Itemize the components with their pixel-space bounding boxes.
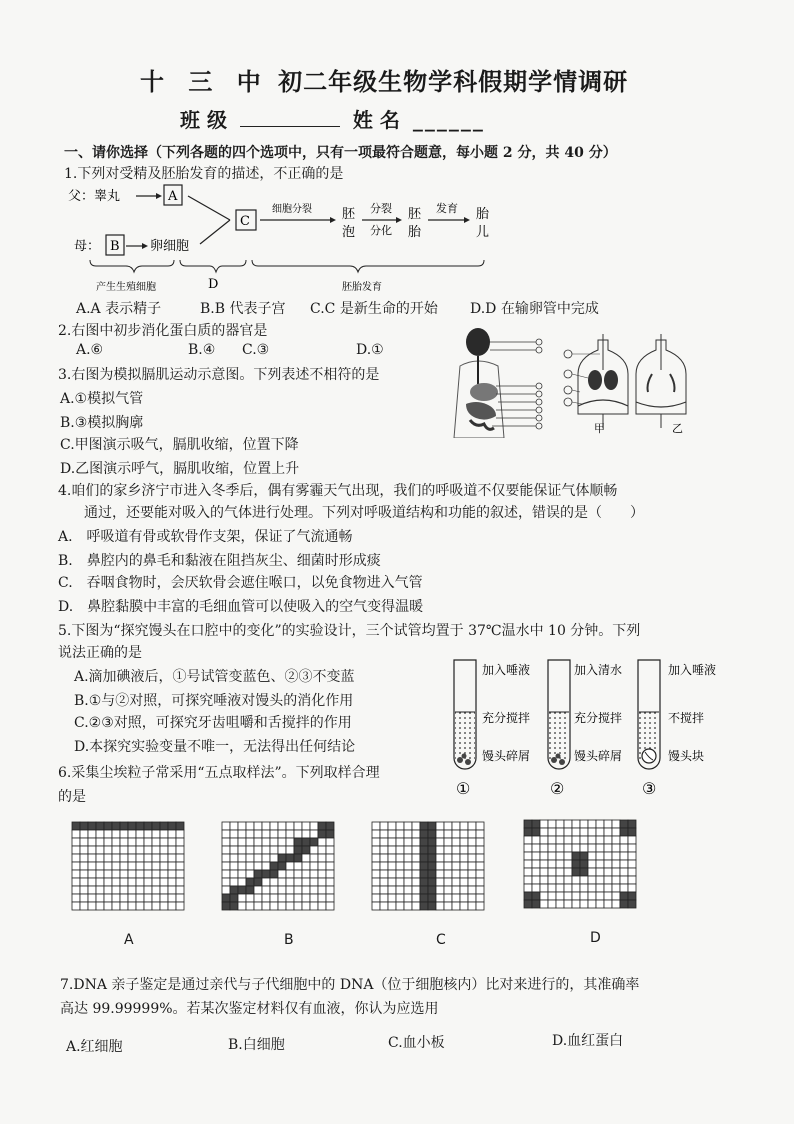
q6-stem-line1: 6.采集尘埃粒子常采用“五点取样法”。下列取样合理 — [58, 765, 380, 781]
svg-text:A: A — [168, 189, 178, 204]
svg-text:③: ③ — [642, 779, 657, 798]
q1-label-germ: 产生生殖细胞 — [96, 282, 156, 293]
svg-text:分裂: 分裂 — [370, 202, 392, 215]
svg-text:胎: 胎 — [476, 207, 490, 222]
q3-option-b[interactable]: B.③模拟胸廓 — [60, 415, 144, 431]
svg-text:充分搅拌: 充分搅拌 — [574, 711, 623, 725]
q5-stem-line1: 5.下图为“探究馒头在口腔中的变化”的实验设计，三个试管均置于 37℃温水中 10 分钟。下列 — [58, 623, 641, 639]
q1-option-d[interactable]: D.D 在输卵管中完成 — [470, 301, 599, 317]
svg-text:C: C — [240, 214, 250, 229]
q3-option-c[interactable]: C.甲图演示吸气，膈肌收缩，位置下降 — [60, 437, 299, 453]
q2-option-a[interactable]: A.⑥ — [76, 342, 104, 358]
title-school: 十 三 中 — [140, 67, 269, 96]
grid-caption-a: A — [124, 932, 134, 948]
q4-stem-line1: 4.咱们的家乡济宁市进入冬季后，偶有雾霾天气出现，我们的呼吸道不仅要能保证气体顺畅 — [58, 483, 618, 499]
section-heading: 一、请你选择（下列各题的四个选项中，只有一项最符合题意，每小题 2 分，共 40 分） — [64, 145, 617, 161]
q7-option-d[interactable]: D.血红蛋白 — [552, 1033, 624, 1049]
page-title — [140, 62, 628, 97]
sampling-grid-a — [70, 820, 186, 912]
q3-option-d[interactable]: D.乙图演示呼气，膈肌收缩，位置上升 — [60, 461, 300, 477]
svg-text:泡: 泡 — [342, 225, 356, 240]
q1-stem: 1.下列对受精及胚胎发育的描述，不正确的是 — [64, 166, 344, 182]
class-label: 班 级 — [180, 108, 227, 132]
q4-option-b[interactable]: B. 鼻腔内的鼻毛和黏液在阻挡灰尘、细菌时形成痰 — [58, 553, 381, 569]
q2-option-d[interactable]: D.① — [356, 342, 384, 358]
test-tubes-figure — [448, 656, 738, 800]
svg-text:胚: 胚 — [342, 207, 356, 222]
svg-text:加入清水: 加入清水 — [574, 663, 623, 677]
name-label: 姓 名 — [352, 108, 400, 132]
q5-stem-line2: 说法正确的是 — [58, 645, 142, 661]
q1-option-b[interactable]: B.B 代表子宫 — [200, 301, 286, 317]
svg-text:分化: 分化 — [370, 224, 392, 237]
svg-text:馒头碎屑: 馒头碎屑 — [482, 749, 531, 763]
q4-option-a[interactable]: A. 呼吸道有骨或软骨作支架，保证了气流通畅 — [58, 529, 353, 545]
q1-option-c[interactable]: C.C 是新生命的开始 — [310, 301, 438, 317]
svg-text:加入唾液: 加入唾液 — [482, 663, 531, 677]
svg-text:儿: 儿 — [476, 225, 490, 240]
grid-caption-c: C — [436, 932, 446, 948]
class-blank[interactable] — [240, 108, 340, 127]
grid-caption-b: B — [284, 932, 294, 948]
svg-text:馒头块: 馒头块 — [668, 749, 705, 763]
q4-stem-line2: 通过，还要能对吸入的气体进行处理。下列对呼吸道结构和功能的叙述，错误的是（ ） — [84, 505, 644, 521]
q4-option-c[interactable]: C. 吞咽食物时，会厌软骨会遮住喉口，以免食物进入气管 — [58, 575, 423, 591]
svg-text:充分搅拌: 充分搅拌 — [482, 711, 531, 725]
svg-text:②: ② — [550, 779, 565, 798]
q5-option-a[interactable]: A.滴加碘液后，①号试管变蓝色、②③不变蓝 — [74, 669, 355, 685]
q2-option-b[interactable]: B.④ — [188, 342, 216, 358]
q6-stem-line2: 的是 — [58, 789, 86, 805]
q1-ovum: 卵细胞 — [150, 239, 190, 254]
title-subject: 初二年级生物学科假期学情调研 — [278, 67, 629, 96]
class-name-line — [180, 104, 503, 133]
fig-label-yi: 乙 — [672, 422, 683, 434]
sampling-grid-b — [220, 820, 336, 912]
name-blank[interactable]: ______ — [412, 108, 485, 132]
q1-option-a[interactable]: A.A 表示精子 — [76, 301, 162, 317]
sampling-grid-c — [370, 820, 486, 912]
q7-stem-line1: 7.DNA 亲子鉴定是通过亲代与子代细胞中的 DNA（位于细胞核内）比对来进行的，其准确率 — [60, 977, 640, 993]
q7-stem-line2: 高达 99.99999%。若某次鉴定材料仅有血液，你认为应选用 — [60, 1001, 439, 1017]
q3-stem: 3.右图为模拟膈肌运动示意图。下列表述不相符的是 — [58, 367, 380, 383]
q1-father: 父：睾丸 — [68, 189, 121, 204]
q1-label-embryo: 胚胎发育 — [342, 282, 382, 293]
digestive-system-figure — [446, 326, 546, 438]
test-tube-2 — [548, 660, 570, 769]
sampling-grid-d — [522, 818, 638, 910]
svg-text:馒头碎屑: 馒头碎屑 — [574, 749, 623, 763]
diaphragm-model-figure — [560, 330, 700, 434]
q5-option-d[interactable]: D.本探究实验变量不唯一，无法得出任何结论 — [74, 739, 356, 755]
svg-text:胎: 胎 — [408, 225, 422, 240]
q1-mother: 母： — [74, 239, 101, 254]
svg-text:发育: 发育 — [436, 202, 458, 215]
q3-option-a[interactable]: A.①模拟气管 — [60, 391, 144, 407]
q2-stem: 2.右图中初步消化蛋白质的器官是 — [58, 323, 268, 339]
svg-text:细胞分裂: 细胞分裂 — [272, 204, 312, 215]
svg-text:不搅拌: 不搅拌 — [668, 711, 705, 725]
svg-text:加入唾液: 加入唾液 — [668, 663, 717, 677]
fig-label-jia: 甲 — [594, 422, 605, 434]
q5-option-b[interactable]: B.①与②对照，可探究唾液对馒头的消化作用 — [74, 693, 354, 709]
svg-text:胚: 胚 — [408, 207, 422, 222]
q7-option-c[interactable]: C.血小板 — [388, 1035, 445, 1051]
test-tube-3 — [638, 660, 660, 769]
q7-option-a[interactable]: A.红细胞 — [66, 1039, 123, 1055]
q4-option-d[interactable]: D. 鼻腔黏膜中丰富的毛细血管可以使吸入的空气变得温暖 — [58, 599, 424, 615]
svg-text:①: ① — [456, 779, 471, 798]
svg-text:B: B — [110, 239, 120, 254]
q7-option-b[interactable]: B.白细胞 — [228, 1037, 285, 1053]
q1-label-d: D — [208, 277, 219, 292]
grid-caption-d: D — [590, 930, 601, 946]
q2-option-c[interactable]: C.③ — [242, 342, 270, 358]
q1-diagram — [60, 178, 500, 298]
test-tube-1 — [454, 660, 476, 769]
q5-option-c[interactable]: C.②③对照，可探究牙齿咀嚼和舌搅拌的作用 — [74, 715, 352, 731]
